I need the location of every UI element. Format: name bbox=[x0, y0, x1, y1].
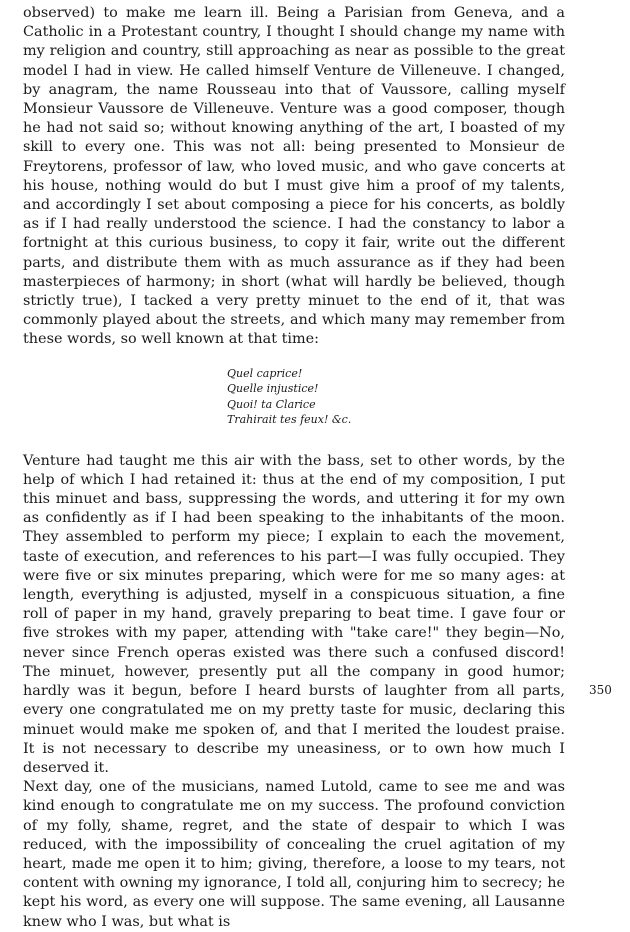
poem-verse bbox=[227, 366, 565, 428]
page-number: 350 bbox=[589, 683, 612, 697]
poem-line-4: Trahirait tes feux! &c. bbox=[227, 413, 352, 427]
paragraph-3: Next day, one of the musicians, named Lutold, came to see me and was kind enough to congratulate me on my success. The profound conviction of my folly, shame, regret, and the state of despair to which I was reduced, with the impossibility of concealing the cruel agitation of my heart, made me open it to him; giving, therefore, a loose to my tears, not content with owning my ignorance, I told all, conjuring him to secrecy; he kept his word, as every one will suppose. The same evening, all Lausanne knew who I was, but what is bbox=[23, 779, 565, 930]
paragraph-1: observed) to make me learn ill. Being a Parisian from Geneva, and a Catholic in a Protestant country, I thought I should change my name with my religion and country, still approaching as near as possible to the great model I had in view. He called himself Venture de Villeneuve. I changed, by anagram, the name Rousseau into that of Vaussore, calling myself Monsieur Vaussore de Villeneuve. Venture was a good composer, though he had not said so; without knowing anything of the art, I boasted of my skill to every one. This was not all: being presented to Monsieur de Freytorens, professor of law, who loved music, and who gave concerts at his house, nothing would do but I must give him a proof of my talents, and accordingly I set about composing a piece for his concerts, as boldly as if I had really understood the science. I had the constancy to labor a fortnight at this curious business, to copy it fair, write out the different parts, and distribute them with as much assurance as if they had been masterpieces of harmony; in short (what will hardly be believed, though strictly true), I tacked a very pretty minuet to the end of it, that was commonly played about the streets, and which many may remember from these words, so well known at that time: bbox=[23, 5, 565, 348]
poem-line-3: Quoi! ta Clarice bbox=[227, 397, 316, 411]
paragraph-2: Venture had taught me this air with the bass, set to other words, by the help of which I had retained it: thus at the end of my composition, I put this minuet and bass, suppressing the words, and uttering it for my own as confidently as if I had been speaking to the inhabitants of the moon. They assembled to perform my piece; I explain to each the movement, taste of execution, and references to his part—I was fully occupied. They were five or six minutes preparing, which were for me so many ages: at length, everything is adjusted, myself in a conspicuous situation, a fine roll of paper in my hand, gravely preparing to beat time. I gave four or five strokes with my paper, attending with "take care!" they begin—No, never since French operas existed was there such a confused discord! The minuet, however, presently put all the company in good humor; hardly was it begun, before I heard bursts of laughter from all parts, every one congratulated me on my pretty taste for music, declaring this minuet would make me spoken of, and that I merited the loudest praise. It is not necessary to describe my uneasiness, or to own how much I deserved it. bbox=[23, 452, 565, 776]
text-column bbox=[23, 4, 565, 932]
poem-line-2: Quelle injustice! bbox=[227, 382, 319, 396]
poem-line-1: Quel caprice! bbox=[227, 366, 303, 380]
